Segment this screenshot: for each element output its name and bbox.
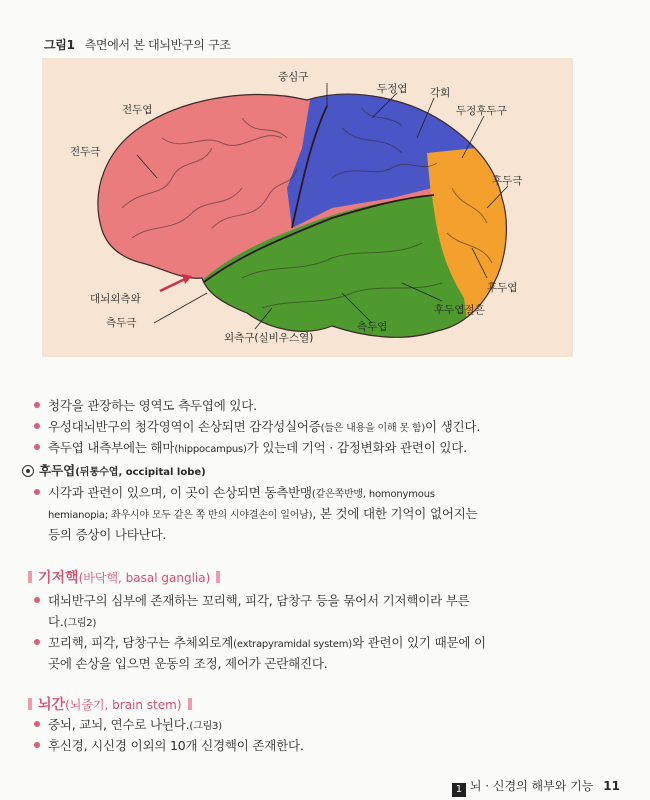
bullet-dot (34, 444, 40, 450)
bullet-text: 꼬리핵, 피각, 담창구는 추체외로계 (48, 635, 234, 650)
brainstem-title-sub: (뇌줄기, brain stem) (65, 698, 182, 712)
bullet-hippocampus (34, 439, 467, 459)
label-angular: 각회 (430, 87, 451, 99)
bullet-dot (34, 423, 40, 429)
bullet-text-tail: , 본 것에 대한 기억이 없어지는 (312, 506, 478, 521)
label-temporal-pole: 측두극 (106, 317, 137, 329)
basal-title-sub: (바닥핵, basal ganglia) (78, 571, 211, 585)
bullet-dot (34, 597, 40, 603)
bullet-brainstem-2 (34, 737, 304, 755)
bullet-text: 측두엽 내측부에는 해마 (48, 440, 175, 455)
bullet-note: (같은쪽반맹, homonymous (311, 489, 435, 500)
brain-illustration (42, 58, 573, 357)
target-circle-icon (22, 465, 34, 477)
bullet-note: (extrapyramidal system) (233, 639, 352, 650)
bullet-dot (34, 742, 40, 748)
label-parieto-occipital-sulcus: 두정후두구 (456, 105, 507, 117)
bullet-text: 후신경, 시신경 이외의 10개 신경핵이 존재한다. (48, 738, 304, 753)
label-insula: 대뇌외측와 (90, 293, 141, 305)
bullet-text: 다. (48, 614, 64, 629)
occipital-title-sub: (뒤통수엽, occipital lobe) (75, 467, 206, 478)
basal-1-line2 (48, 613, 96, 633)
label-occipital-lobe: 후두엽 (487, 282, 518, 294)
bullet-text-tail: 이 생긴다. (425, 419, 481, 434)
bullet-text-tail: 와 관련이 있기 때문에 이 (352, 635, 486, 650)
bullet-text: 중뇌, 교뇌, 연수로 나뉜다. (48, 717, 190, 732)
bullet-occipital (34, 484, 435, 504)
bullet-text: 대뇌반구의 심부에 존재하는 꼬리핵, 피각, 담창구 등을 묶어서 기저핵이라 부른 (48, 593, 470, 608)
bullet-dot (34, 402, 40, 408)
bullet-dot (34, 489, 40, 495)
occipital-line2 (48, 505, 477, 525)
label-parietal-lobe: 두정엽 (377, 83, 408, 95)
insula-arrow (160, 278, 187, 291)
label-lateral-sulcus: 외측구(실비우스열) (224, 332, 314, 344)
chapter-title: 뇌 · 신경의 해부와 기능 (469, 779, 594, 793)
heading-bar-left (28, 698, 32, 710)
bullet-aphasia (34, 418, 480, 438)
heading-bar-left (28, 571, 32, 583)
heading-bar-right (216, 571, 220, 583)
bullet-dot (34, 639, 40, 645)
label-occipital-pole: 후두극 (492, 175, 523, 187)
figure-number: 그림1 (44, 38, 75, 52)
bullet-brainstem-1 (34, 716, 222, 736)
basal-title: 기저핵 (38, 570, 79, 586)
bullet-basal-1 (34, 592, 470, 610)
figure-ref: (그림2) (63, 618, 97, 629)
figure-title: 측면에서 본 대뇌반구의 구조 (84, 38, 231, 52)
bullet-note: (들은 내용을 이해 못 함) (320, 423, 426, 434)
brainstem-heading (22, 694, 198, 714)
bullet-basal-2 (34, 634, 486, 654)
bullet-hearing (34, 397, 257, 415)
figure-ref: (그림3) (189, 721, 222, 732)
occipital-title: 후두엽 (39, 463, 76, 478)
bullet-note: (hippocampus) (174, 444, 247, 455)
label-preoccipital-notch: 후두엽절흔 (434, 304, 485, 316)
bullet-text: 청각을 관장하는 영역도 측두엽에 있다. (48, 398, 257, 413)
occipital-heading (22, 461, 206, 479)
bullet-text: 시각과 관련이 있으며, 이 곳이 손상되면 동측반맹 (48, 485, 312, 500)
basal-heading (22, 567, 226, 587)
figure-caption (44, 36, 231, 53)
bullet-text: 우성대뇌반구의 청각영역이 손상되면 감각성실어증 (48, 419, 321, 434)
label-frontal-pole: 전두극 (70, 146, 101, 158)
heading-bar-right (188, 698, 192, 710)
basal-2-line2: 곳에 손상을 입으면 운동의 조정, 제어가 곤란해진다. (48, 656, 328, 671)
brain-figure (42, 58, 573, 357)
page-footer (452, 777, 620, 797)
label-frontal-lobe: 전두엽 (122, 104, 153, 116)
chapter-number: 1 (452, 783, 466, 797)
label-temporal-lobe: 측두엽 (357, 321, 388, 333)
page-number: 11 (603, 779, 620, 793)
bullet-note: hemianopia; 좌우시야 모두 같은 쪽 반의 시야결손이 일어남) (48, 510, 313, 521)
occipital-line3: 등의 증상이 나타난다. (48, 527, 167, 542)
bullet-dot (34, 721, 40, 727)
bullet-text-tail: 가 있는데 기억 · 감정변화와 관련이 있다. (246, 440, 467, 455)
label-central-sulcus: 중심구 (278, 71, 309, 83)
brainstem-title: 뇌간 (38, 697, 66, 713)
